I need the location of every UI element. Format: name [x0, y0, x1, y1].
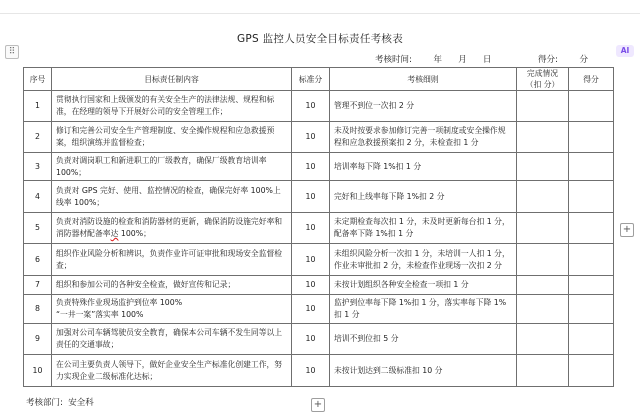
cell-item-text-end: 100%； [118, 229, 151, 238]
cell-status[interactable] [517, 324, 569, 355]
document-title: GPS 监控人员安全目标责任考核表 [236, 33, 404, 45]
table-row [24, 324, 614, 355]
cell-standard-score[interactable]: 10 [292, 153, 330, 181]
cell-points[interactable] [569, 276, 614, 295]
spellcheck-marked-text: 达 [110, 229, 119, 238]
cell-standard-score[interactable]: 10 [292, 355, 330, 387]
cell-points[interactable] [569, 295, 614, 324]
table-row [24, 213, 614, 244]
cell-points[interactable] [569, 153, 614, 181]
cell-no[interactable]: 1 [24, 91, 52, 122]
cell-status[interactable] [517, 153, 569, 181]
cell-points[interactable] [569, 91, 614, 122]
cell-item[interactable]: 修订和完善公司安全生产管理制度、安全操作规程和应急救援预案，组织演练并监督检查； [52, 122, 292, 153]
cell-rule[interactable]: 完好和上线率每下降 1%扣 2 分 [330, 181, 517, 213]
cell-item[interactable]: 组织作业风险分析和辨识，负责作业许可证审批和现场安全监督检查； [52, 244, 292, 276]
cell-status[interactable] [517, 244, 569, 276]
cell-points[interactable] [569, 355, 614, 387]
header-points: 得分 [569, 68, 614, 91]
assessment-department-label: 考核部门: 安全科 [26, 398, 94, 408]
cell-no[interactable]: 8 [24, 295, 52, 324]
cell-item[interactable]: 负责对调岗职工和新进职工的厂级教育，确保厂级教育培训率 100%； [52, 153, 292, 181]
cell-standard-score[interactable]: 10 [292, 122, 330, 153]
cell-status[interactable] [517, 276, 569, 295]
cell-points[interactable] [569, 181, 614, 213]
cell-rule[interactable]: 监护到位率每下降 1%扣 1 分，落实率每下降 1%扣 1 分 [330, 295, 517, 324]
header-no: 序号 [24, 68, 52, 91]
table-row [24, 153, 614, 181]
cell-standard-score[interactable]: 10 [292, 324, 330, 355]
cell-no[interactable]: 5 [24, 213, 52, 244]
header-status: 完成情况 （扣 分） [517, 68, 569, 91]
cell-rule[interactable]: 管理不到位一次扣 2 分 [330, 91, 517, 122]
cell-rule[interactable]: 培训率每下降 1%扣 1 分 [330, 153, 517, 181]
ai-assistant-button[interactable]: AI [616, 45, 634, 57]
table-drag-handle[interactable]: ⠿ [5, 45, 19, 59]
table-row [24, 91, 614, 122]
cell-status[interactable] [517, 355, 569, 387]
table-header-row [24, 68, 614, 91]
cell-points[interactable] [569, 244, 614, 276]
cell-standard-score[interactable]: 10 [292, 213, 330, 244]
cell-status[interactable] [517, 181, 569, 213]
header-rule: 考核细则 [330, 68, 517, 91]
cell-rule[interactable]: 未按计划组织各种安全检查一项扣 1 分 [330, 276, 517, 295]
add-column-button[interactable]: + [620, 223, 634, 237]
cell-standard-score[interactable]: 10 [292, 276, 330, 295]
cell-item[interactable]: 负责特殊作业现场监护到位率 100% “一井一案”落实率 100% [52, 295, 292, 324]
cell-rule[interactable]: 未定期检查每次扣 1 分，未及时更新每台扣 1 分，配备率下降 1%扣 1 分 [330, 213, 517, 244]
cell-item[interactable]: 贯彻执行国家和上级颁发的有关安全生产的法律法规、规程和标准，在经理的领导下开展好公司的安全管理工作； [52, 91, 292, 122]
total-score-label: 得分: 分 [538, 55, 588, 65]
table-row [24, 122, 614, 153]
page-top-border [0, 13, 640, 14]
check-time-label: 考核时间: 年 月 日 [375, 55, 492, 65]
cell-no[interactable]: 9 [24, 324, 52, 355]
cell-status[interactable] [517, 122, 569, 153]
cell-no[interactable]: 10 [24, 355, 52, 387]
cell-status[interactable] [517, 91, 569, 122]
cell-item-text: 负责对消防设施的检查和消防器材的更新，确保消防设施完好率和消防器材配备率 [56, 217, 283, 238]
header-standard-score: 标准分 [292, 68, 330, 91]
cell-standard-score[interactable]: 10 [292, 181, 330, 213]
cell-rule[interactable]: 未组织风险分析一次扣 1 分，未培训一人扣 1 分，作业未审批扣 2 分，未检查作业现场一次扣 2 分 [330, 244, 517, 276]
cell-points[interactable] [569, 324, 614, 355]
cell-standard-score[interactable]: 10 [292, 91, 330, 122]
cell-status[interactable] [517, 213, 569, 244]
cell-no[interactable]: 3 [24, 153, 52, 181]
cell-status[interactable] [517, 295, 569, 324]
assessment-table [23, 67, 614, 387]
header-item: 目标责任制内容 [52, 68, 292, 91]
cell-standard-score[interactable]: 10 [292, 244, 330, 276]
cell-item[interactable] [52, 213, 292, 244]
add-row-button[interactable]: + [311, 398, 325, 412]
cell-rule[interactable]: 未及时按要求参加修订完善一项制度或安全操作规程和应急救援预案扣 2 分，未检查扣 1 分 [330, 122, 517, 153]
table-row [24, 244, 614, 276]
cell-rule[interactable]: 培训不到位扣 5 分 [330, 324, 517, 355]
table-row [24, 181, 614, 213]
table-row [24, 355, 614, 387]
cell-item[interactable]: 负责对 GPS 完好、使用、监控情况的检查，确保完好率 100%上线率 100%； [52, 181, 292, 213]
cell-no[interactable]: 4 [24, 181, 52, 213]
table-row [24, 276, 614, 295]
cell-item[interactable]: 加强对公司车辆驾驶员安全教育，确保本公司车辆不发生同等以上责任的交通事故； [52, 324, 292, 355]
table-row [24, 295, 614, 324]
cell-no[interactable]: 6 [24, 244, 52, 276]
cell-rule[interactable]: 未按计划达到二级标准扣 10 分 [330, 355, 517, 387]
cell-no[interactable]: 2 [24, 122, 52, 153]
cell-item[interactable]: 在公司主要负责人领导下，做好企业安全生产标准化创建工作，努力实现企业二级标准化达标； [52, 355, 292, 387]
cell-standard-score[interactable]: 10 [292, 295, 330, 324]
cell-points[interactable] [569, 213, 614, 244]
cell-points[interactable] [569, 122, 614, 153]
cell-item[interactable]: 组织和参加公司的各种安全检查，做好宣传和记录； [52, 276, 292, 295]
cell-no[interactable]: 7 [24, 276, 52, 295]
